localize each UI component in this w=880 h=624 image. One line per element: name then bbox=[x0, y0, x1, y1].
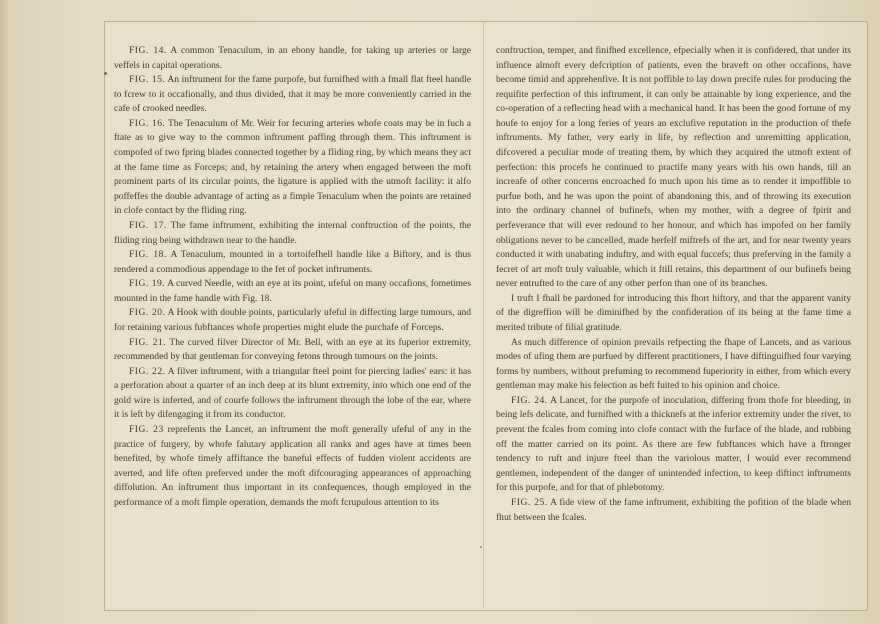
paragraph bbox=[114, 248, 471, 277]
paragraph bbox=[496, 44, 851, 292]
paragraph-text: An inftrument for the fame purpofe, but furnifhed with a fmall flat fteel handle to fcrew to it occafionally, and thus divided, that it may be more conveniently carried in the cafe of crooked needles. bbox=[114, 74, 472, 115]
paragraph-text: A filver inftrument, with a triangular fteel point for piercing ladies' ears: it has a perforation about a quarter of an inch deep at its blunt extremity, into which one end of the gold wire is inferted, and of courfe follows the inftrument through the lobe of the ear, where it is left by difengaging it from its conductor. bbox=[114, 365, 471, 421]
paragraph-text: A common Tenaculum, in an ebony handle, for taking up arteries or large veffels in capital operations. bbox=[114, 45, 471, 71]
fig-label: FIG. 20. bbox=[129, 307, 166, 319]
paragraph bbox=[114, 219, 471, 248]
paragraph-text: The fame inftrument, exhibiting the internal conftruction of the points, the fliding ring being withdrawn near to the handle. bbox=[114, 219, 471, 246]
paragraph bbox=[114, 277, 471, 306]
column-gutter bbox=[483, 22, 484, 608]
paragraph-text: A Hook with double points, particularly ufeful in diffecting large tumours, and for retaining various fubftances whofe properties might elude the purchafe of Forceps. bbox=[114, 307, 471, 333]
paragraph-text: I truft I fhall be pardoned for introducing this fhort hiftory, and that the apparent vanity of the digreffion will be diminifhed by the confideration of its being at the fame time a merited tribute of filial gratitude. bbox=[496, 292, 851, 333]
fig-label: FIG. 16. bbox=[129, 117, 166, 129]
fig-label: FIG. 21. bbox=[129, 336, 167, 348]
paragraph bbox=[114, 336, 471, 365]
fig-label: FIG. 15. bbox=[129, 74, 166, 86]
left-column bbox=[114, 44, 471, 511]
paragraph-text: A Lancet, for the purpofe of inoculation, differing from thofe for bleeding, in being lefs delicate, and furnifhed with a thicknefs at the inferior extremity under the rivet, to prevent the fcales from coming into clofe contact with the furface of the blade, and rubbing off the matter carried on its point. As there are few fubftances which have a ftronger tendency to ruft and injure fteel than the variolous matter, I would ever recommend gentlemen, independent of the danger of unintended infection, to keep diftinct inftruments for this purpofe, and for that of phlebotomy. bbox=[496, 394, 851, 494]
fig-label: FIG. 24. bbox=[511, 394, 548, 406]
fig-label: FIG. 23 bbox=[129, 424, 164, 436]
center-dot bbox=[480, 546, 482, 548]
paragraph-text: conftruction, temper, and finifhed excellence, efpecially when it is confidered, that under its influence almoft every defcription of patients, even the braveft on other occafions, have become timid and apprehenfive. It is not poffible to lay down precife rules for producing the requifite perfection of this inftrument, it can only be attainable by long experience, and the co-operation of a reflecting head with a mechanical hand. It has been the good fortune of my houfe to enjoy for a long feries of years an exclufive reputation in the production of thefe inftruments. My father, very early in life, by reflection and unremitting application, difcovered a peculiar mode of treating them, by which they acquired the utmoft extent of perfection: this procefs he continued to practife many years with his own hands, till an increafe of other concerns encroached fo much upon his time as to render it impoffible to purfue both, and he was upon the point of abandoning this, and of throwing its execution into the ordinary channel of bufinefs, when my mother, with a degree of fpirit and perfeverance that will ever redound to her honour, and which has impofed on her family obligations never to be cancelled, made herfelf miftrefs of the art, and for near twenty years conducted it with unabating induftry, and with equal fuccefs; thus preferving in the family a fecret of art moft truly valuable, which it ftill retains, this department of our bufinefs being never entrufted to the care of any other perfon than one of its branches. bbox=[496, 45, 851, 290]
paragraph bbox=[114, 44, 471, 73]
fig-label: FIG. 18. bbox=[129, 249, 167, 261]
margin-dot bbox=[104, 72, 107, 75]
fig-label: FIG. 22. bbox=[129, 365, 166, 377]
paragraph-text: The curved filver Director of Mr. Bell, with an eye at its fuperior extremity, recommended by that gentleman for conveying fetons through tumours on the joints. bbox=[114, 336, 472, 363]
fig-label: FIG. 25. bbox=[511, 496, 548, 508]
paragraph-text: As much difference of opinion prevails refpecting the fhape of Lancets, and as various modes of ufing them are purfued by different practitioners, I have diftinguifhed four varying forms by numbers, without prefuming to recommend fuperiority in either, from which every gentleman may make his felection as beft fuited to his opinion and choice. bbox=[496, 336, 851, 392]
paragraph-text: reprefents the Lancet, an inftrument the moft generally ufeful of any in the practice of furgery, by whofe falutary application all ranks and ages have at times been benefited, by whofe timely affiftance the baneful effects of fudden violent accidents are averted, and life often preferved under the moft difcouraging appearances of approaching diffolution. An inftrument thus important in its confequences, though employed in the performance of a moft fimple operation, demands the moft fcrupulous attention to its bbox=[114, 424, 471, 508]
paragraph bbox=[114, 73, 471, 117]
paragraph-text: A curved Needle, with an eye at its point, ufeful on many occafions, fometimes mounted in the fame handle with Fig. 18. bbox=[114, 278, 471, 304]
paragraph bbox=[496, 496, 851, 525]
paragraph bbox=[114, 306, 471, 335]
paragraph-text: A fide view of the fame inftrument, exhibiting the pofition of the blade when fhut between the fcales. bbox=[496, 496, 851, 523]
paragraph-text: A Tenaculum, mounted in a tortoifefhell handle like a Biftory, and is thus rendered a commodious appendage to the fet of pocket inftruments. bbox=[114, 249, 471, 275]
paragraph-text: The Tenaculum of Mr. Weir for fecuring arteries whofe coats may be in fuch a ftate as to give way to the common inftrument paffing through them. This inftrument is compofed of two fpring blades connected together by a fliding ring, by which means they act at the fame time as Forceps; and, by retaining the artery when engaged between the moft prominent parts of its circular points, the ligature is applied with the utmoft facility: it alfo poffeffes the double advantage of acting as a fimple Tenaculum when the points are retained in clofe contact by the fliding ring. bbox=[114, 117, 472, 217]
paragraph bbox=[114, 365, 471, 423]
paragraph bbox=[114, 423, 471, 510]
right-column bbox=[496, 44, 851, 525]
fig-label: FIG. 19. bbox=[129, 278, 166, 290]
paragraph bbox=[114, 117, 471, 219]
fig-label: FIG. 17. bbox=[129, 219, 167, 231]
fig-label: FIG. 14. bbox=[129, 45, 167, 56]
paragraph bbox=[496, 336, 851, 394]
paragraph bbox=[496, 394, 851, 496]
paragraph bbox=[496, 292, 851, 336]
page-edge bbox=[0, 0, 10, 624]
